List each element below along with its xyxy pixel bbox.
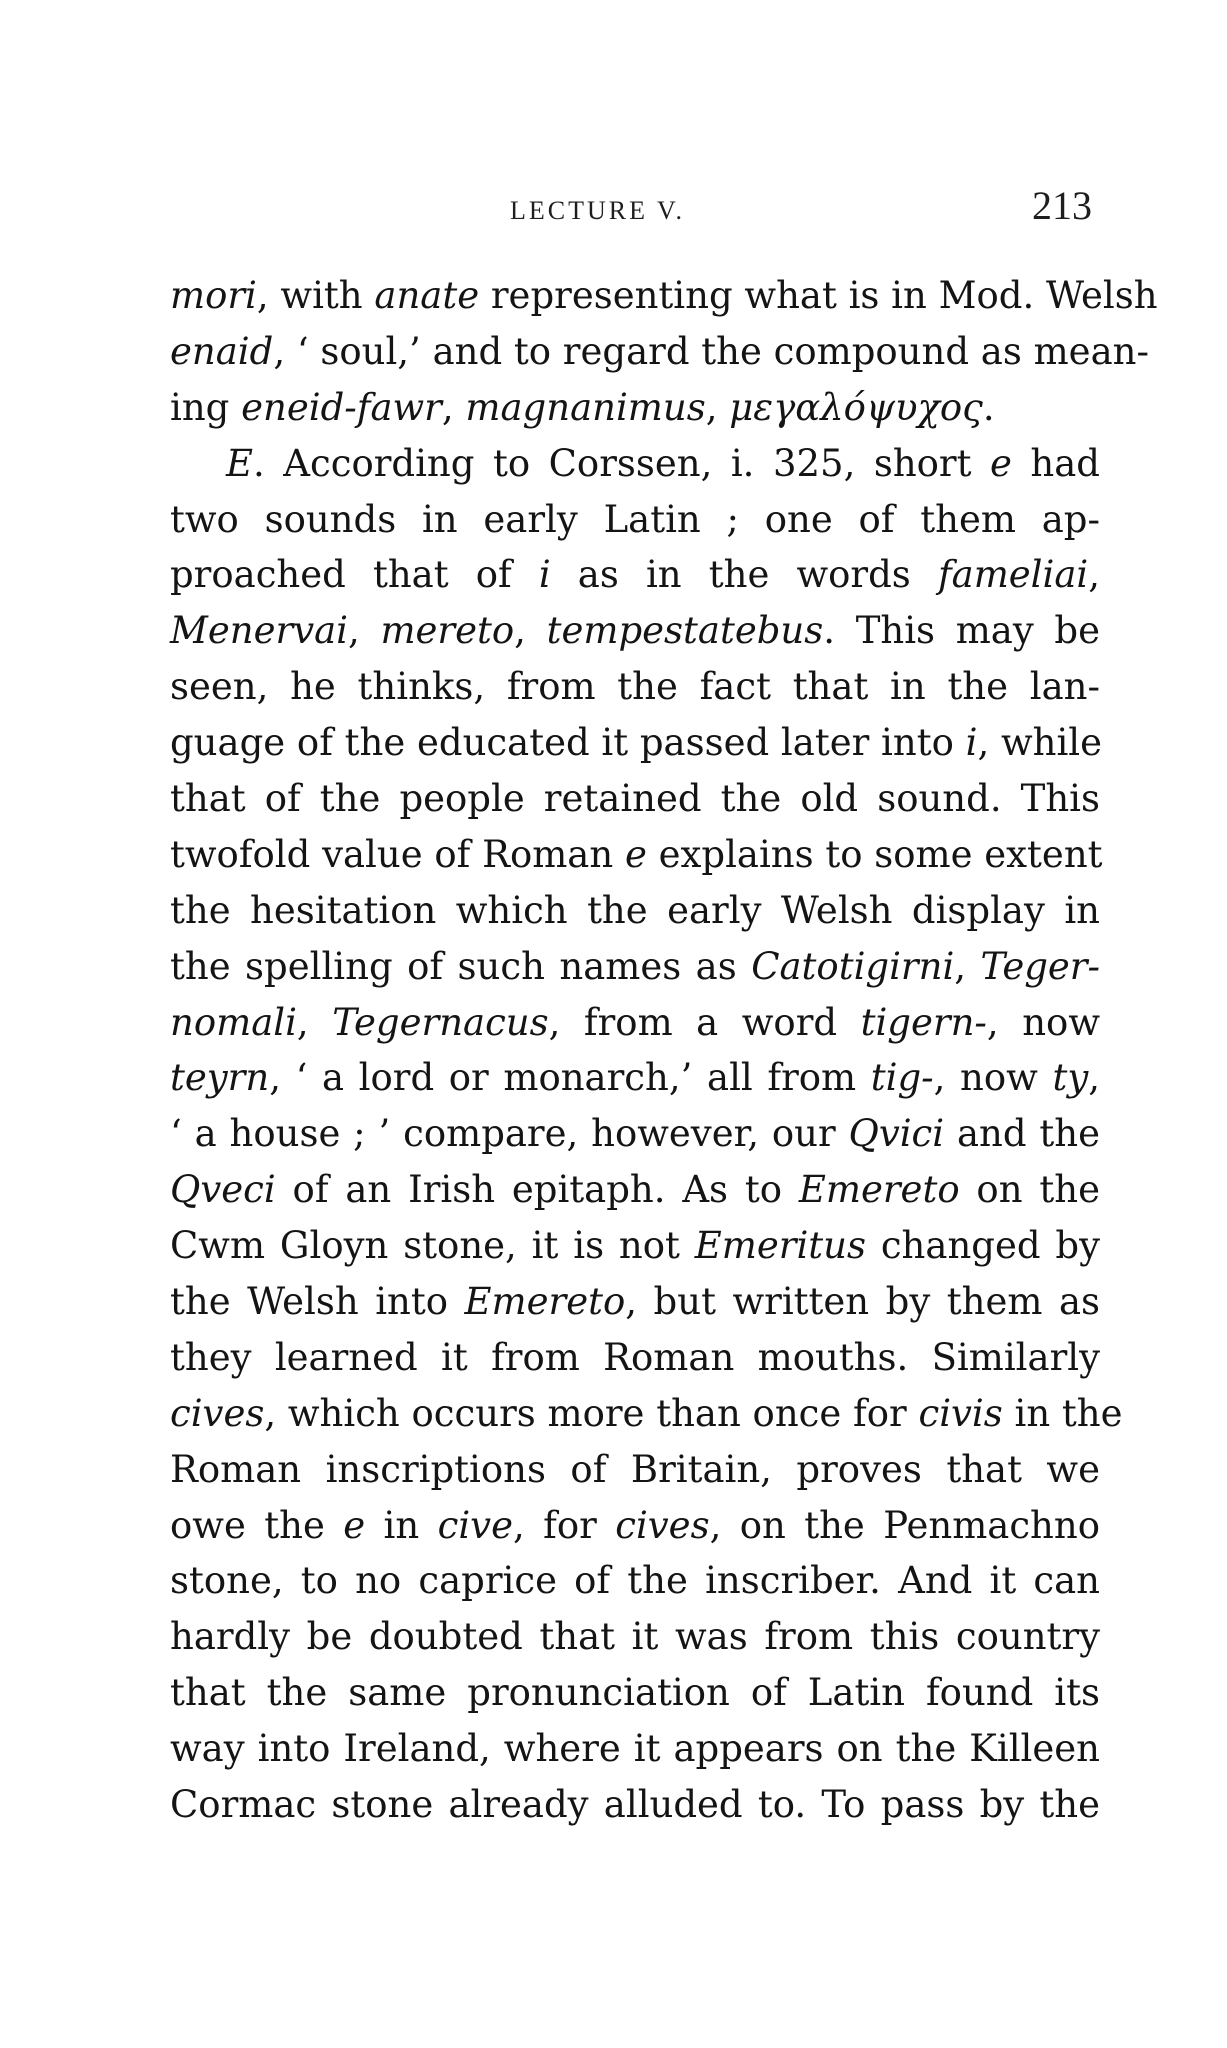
text-line (170, 1442, 1100, 1498)
text-line (170, 1609, 1100, 1665)
text-run: . This may be (823, 609, 1100, 653)
text-run: , from a word (548, 1000, 861, 1044)
text-run: , (705, 385, 730, 429)
text-run: that the same pronunciation of Latin found its (170, 1671, 1100, 1715)
text-line (170, 1777, 1100, 1833)
italic-text: anate (374, 274, 480, 317)
italic-text: E (226, 441, 254, 485)
text-line (170, 1330, 1100, 1386)
text-line (170, 939, 1100, 995)
text-run: seen, he thinks, from the fact that in the lan- (170, 665, 1100, 709)
text-run: guage of the educated it passed later into (170, 721, 966, 765)
text-run: , now (933, 1056, 1053, 1100)
italic-text: mori (170, 274, 257, 317)
text-run: that of the people retained the old sound. This (170, 777, 1100, 821)
italic-text: e (990, 441, 1012, 485)
text-run: proached that of (170, 553, 539, 597)
italic-text: cives (170, 1391, 265, 1435)
text-run: , ‘ a lord or monarch,’ all from (269, 1056, 871, 1100)
text-run: they learned it from Roman mouths. Similarly (170, 1335, 1100, 1379)
text-run: and the (944, 1112, 1100, 1156)
text-line (170, 659, 1100, 715)
text-run: ‘ a house ; ’ compare, however, our (170, 1112, 849, 1156)
text-run: of an Irish epitaph. As to (275, 1168, 799, 1212)
text-run: . (982, 385, 995, 429)
text-run: ing (170, 385, 242, 429)
text-run: , with (256, 274, 375, 317)
text-run: , on the Penmachno (709, 1503, 1100, 1547)
text-run: , now (986, 1000, 1100, 1044)
text-line (170, 827, 1103, 883)
text-line (170, 715, 1103, 771)
text-line (170, 771, 1100, 827)
running-title: LECTURE V. (510, 196, 685, 225)
italic-text: nomali (170, 1000, 297, 1044)
italic-text: eneid-fawr (241, 385, 442, 429)
italic-text: e (624, 832, 647, 876)
text-run: . According to Corssen, i. 325, short (253, 441, 990, 485)
italic-text: mereto (380, 609, 515, 653)
text-run: twofold value of Roman (170, 832, 625, 876)
text-line (170, 603, 1100, 659)
italic-text: e (343, 1503, 366, 1547)
text-run: explains to some extent (646, 832, 1103, 876)
text-line (170, 1386, 1123, 1442)
text-run: , (1088, 553, 1100, 597)
italic-text: Emeritus (694, 1224, 866, 1268)
running-header (170, 182, 1100, 242)
italic-text: teyrn (170, 1056, 270, 1100)
text-line (170, 1106, 1100, 1162)
text-line (170, 1553, 1100, 1609)
text-run: Cormac stone already alluded to. To pass by the (170, 1783, 1100, 1827)
text-run: the spelling of such names as (170, 944, 752, 988)
italic-text: Emereto (464, 1280, 626, 1324)
text-line (170, 324, 1149, 380)
italic-text: Catotigirni (751, 944, 955, 988)
italic-text: Qveci (170, 1168, 276, 1212)
body-text (170, 268, 1158, 1833)
text-run: Cwm Gloyn stone, it is not (170, 1224, 695, 1268)
text-run: , (1088, 1056, 1100, 1100)
text-line (170, 1665, 1100, 1721)
text-run: , ‘ soul,’ and to regard the compound as mean- (273, 329, 1149, 373)
text-run: in (365, 1503, 438, 1547)
text-run: as in the words (550, 553, 938, 597)
page-number: 213 (1032, 183, 1092, 228)
text-run: hardly be doubted that it was from this country (170, 1615, 1100, 1659)
italic-text: Tegernacus (332, 1000, 549, 1044)
italic-text: Menervai (170, 609, 348, 653)
italic-text: Emereto (798, 1168, 960, 1212)
text-line (170, 883, 1100, 939)
italic-text: fameliai (937, 553, 1089, 597)
italic-text: enaid (170, 329, 274, 373)
text-line (170, 1274, 1100, 1330)
text-run: the Welsh into (170, 1280, 465, 1324)
text-run: had (1011, 441, 1100, 485)
text-line (170, 380, 1100, 436)
italic-text: tempestatebus (546, 609, 824, 653)
text-run: , (954, 944, 981, 988)
text-run: in the (1002, 1391, 1123, 1435)
text-line (170, 1050, 1100, 1106)
italic-text: i (538, 553, 551, 597)
text-line (170, 1721, 1100, 1777)
text-run: , which occurs more than once for (264, 1391, 919, 1435)
italic-text: Teger- (980, 944, 1100, 988)
italic-text: μεγαλόψυχος (729, 385, 983, 429)
text-line (170, 1498, 1100, 1554)
text-run: representing what is in Mod. Welsh (479, 274, 1158, 317)
text-line (170, 547, 1100, 603)
text-run: , for (512, 1503, 616, 1547)
text-line (170, 268, 1158, 324)
text-run: , while (977, 721, 1103, 765)
italic-text: cives (615, 1503, 710, 1547)
italic-text: civis (918, 1391, 1003, 1435)
text-run: owe the (170, 1503, 344, 1547)
italic-text: i (965, 721, 978, 765)
italic-text: Qvici (848, 1112, 945, 1156)
text-run: two sounds in early Latin ; one of them ap- (170, 497, 1100, 541)
italic-text: ty (1052, 1056, 1089, 1100)
text-run: changed by (865, 1224, 1100, 1268)
text-run: , (296, 1000, 333, 1044)
italic-text: magnanimus (465, 385, 706, 429)
text-line (170, 436, 1100, 492)
text-run: , (441, 385, 466, 429)
text-run: , but written by them as (625, 1280, 1101, 1324)
text-line (170, 492, 1100, 548)
text-run: the hesitation which the early Welsh display in (170, 888, 1100, 932)
text-run: Roman inscriptions of Britain, proves that we (170, 1447, 1100, 1491)
text-run: , (348, 609, 381, 653)
text-line (170, 995, 1100, 1051)
text-line (170, 1162, 1100, 1218)
text-run: on the (959, 1168, 1100, 1212)
italic-text: tig- (870, 1056, 934, 1100)
italic-text: cive (437, 1503, 513, 1547)
italic-text: tigern- (860, 1000, 987, 1044)
text-run: , (514, 609, 547, 653)
text-line (170, 1218, 1100, 1274)
text-run: stone, to no caprice of the inscriber. And it can (170, 1559, 1100, 1603)
text-run: way into Ireland, where it appears on the Killeen (170, 1727, 1100, 1771)
